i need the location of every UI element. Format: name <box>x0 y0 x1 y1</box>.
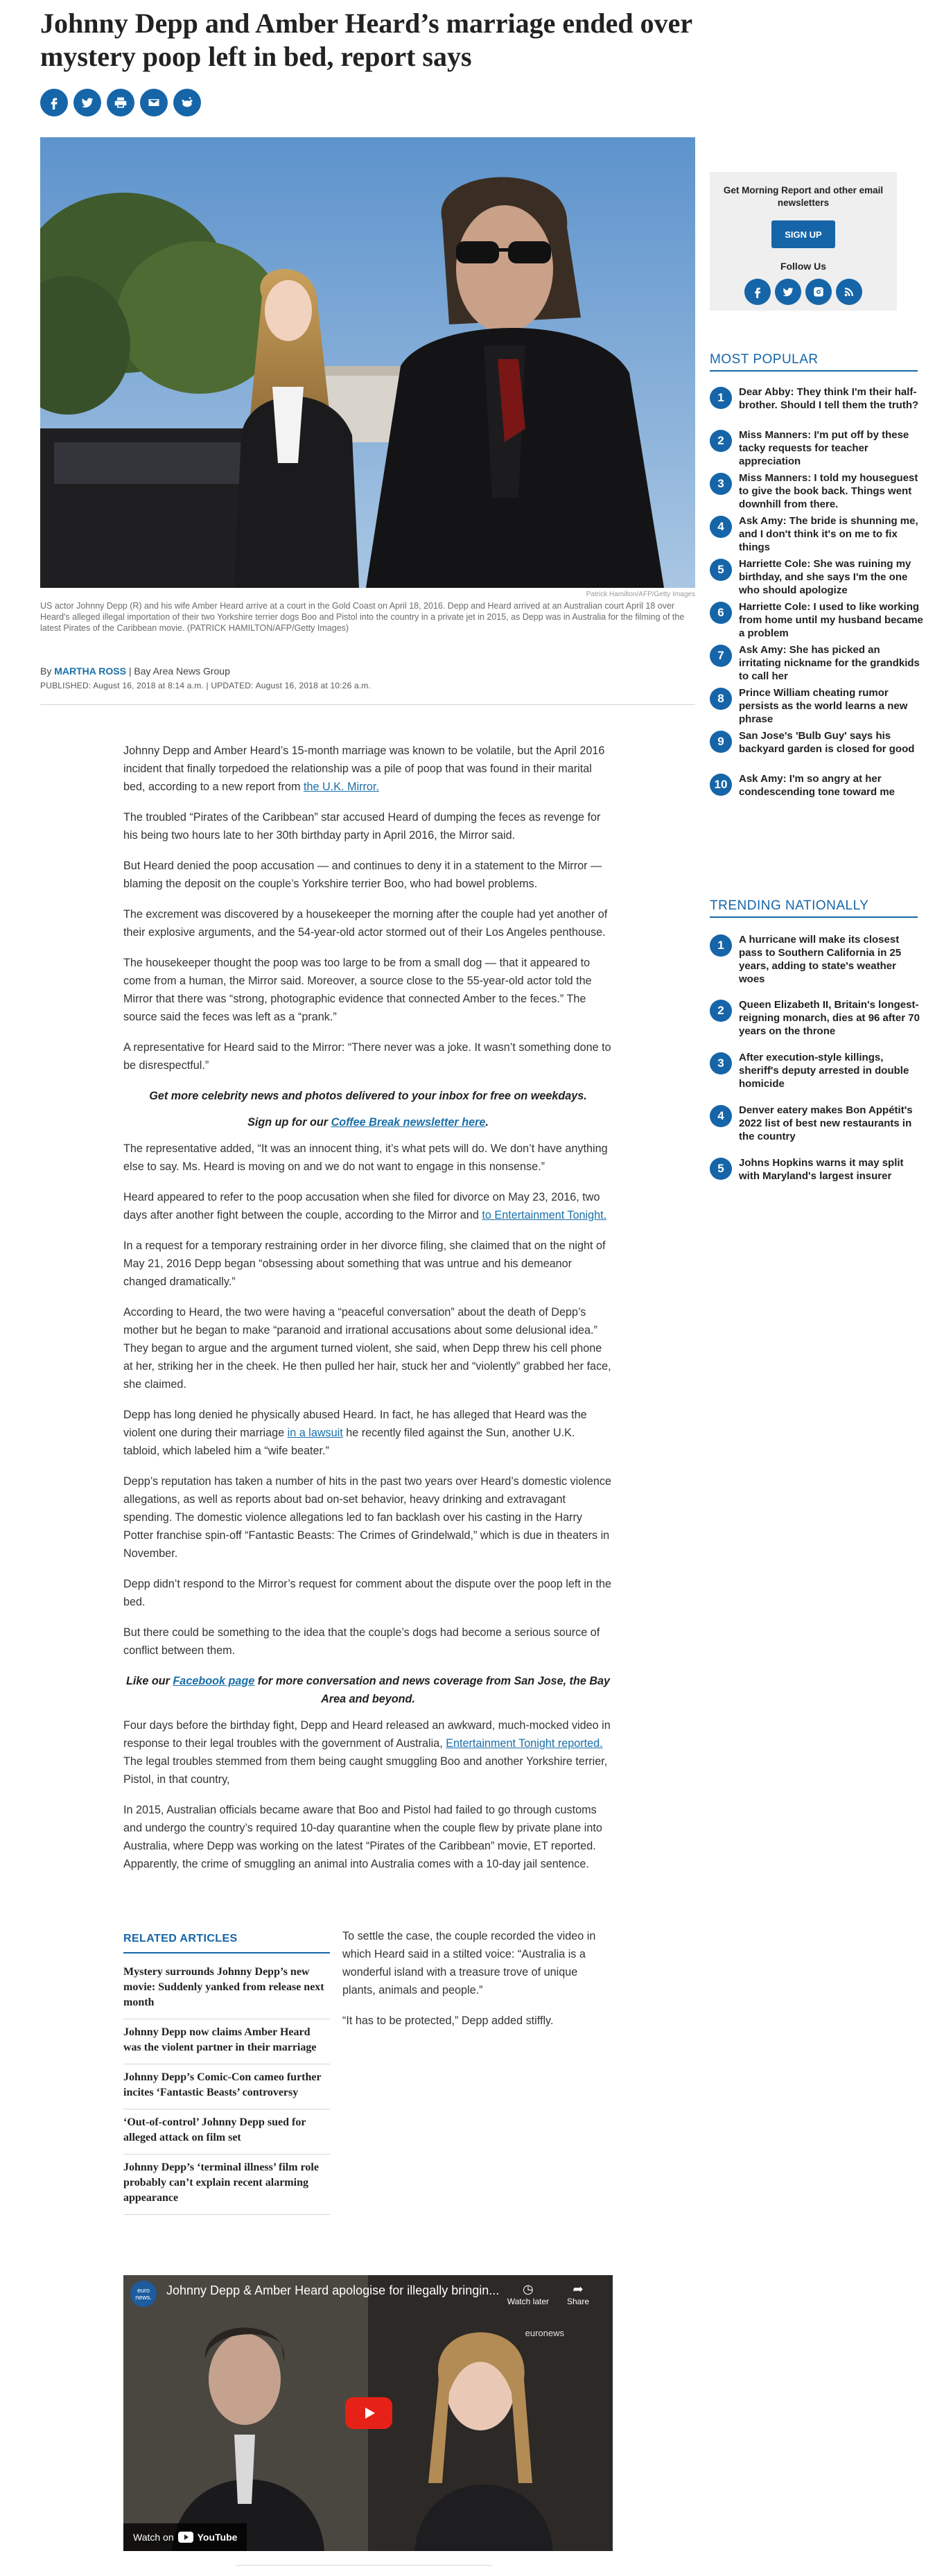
trending-item[interactable] <box>710 1104 925 1149</box>
most-popular-item-label: Prince William cheating rumor persists as the world learns a new phrase <box>739 687 908 725</box>
rank-badge: 3 <box>710 1052 732 1074</box>
facebook-promo <box>123 1672 613 1708</box>
byline-org: | Bay Area News Group <box>128 665 230 677</box>
rank-badge: 4 <box>710 516 732 538</box>
facebook-icon <box>47 96 61 110</box>
rank-badge: 7 <box>710 645 732 667</box>
watch-on-label: Watch on <box>133 2532 174 2543</box>
divider <box>40 704 695 705</box>
dateline: PUBLISHED: August 16, 2018 at 8:14 a.m. | UPDATED: August 16, 2018 at 10:26 a.m. <box>40 681 372 690</box>
trending-item[interactable] <box>710 998 925 1044</box>
paragraph: In 2015, Australian officials became aware that Boo and Pistol had failed to go through customs and undergo the country’s required 10-day quarantine when the couple flew by private plane into Australia, where Depp was working on the latest “Pirates of the Caribbean” movie, ET reported. Apparently, the crime of smuggling an animal into Australia comes with a 10-day jail sentence. <box>123 1804 602 1870</box>
byline-prefix: By <box>40 665 52 677</box>
paragraph: The representative added, “It was an innocent thing, it’s what pets will do. We don’t have anything else to say. Ms. Heard is moving on and we do not want to engage in this nonsense.” <box>123 1142 608 1173</box>
share-bar <box>40 89 201 116</box>
related-article-link[interactable]: Johnny Depp’s ‘terminal illness’ film role probably can’t explain recent alarming appearance <box>123 2155 330 2215</box>
paragraph-text: Heard appeared to refer to the poop accusation when she filed for divorce on May 23, 2016, two days after another fight between the couple, according to the Mirror and <box>123 1191 600 1221</box>
divider <box>123 1952 330 1953</box>
most-popular-heading-text: MOST POPULAR <box>710 352 819 367</box>
most-popular-item-label: San Jose's 'Bulb Guy' says his backyard garden is closed for good <box>739 730 915 755</box>
newsletter-promo: Get more celebrity news and photos delivered to your inbox for free on weekdays. <box>149 1090 587 1102</box>
play-icon <box>360 2405 377 2421</box>
rank-badge: 2 <box>710 1000 732 1022</box>
article-headline: Johnny Depp and Amber Heard’s marriage ended over mystery poop left in bed, report says <box>40 8 692 72</box>
reddit-icon <box>180 96 194 110</box>
most-popular-item[interactable] <box>710 514 925 553</box>
print-icon <box>114 96 128 110</box>
related-articles-heading: RELATED ARTICLES <box>123 1933 238 1944</box>
photo-credit: Patrick Hamilton/AFP/Getty Images <box>586 591 695 598</box>
rank-badge: 5 <box>710 1158 732 1180</box>
rank-badge: 10 <box>710 774 732 796</box>
channel-logo[interactable]: euro news. <box>130 2281 157 2307</box>
byline <box>40 665 230 677</box>
related-article-link[interactable]: Johnny Depp’s Comic-Con cameo further incites ‘Fantastic Beasts’ controversy <box>123 2064 330 2109</box>
rank-badge: 2 <box>710 430 732 452</box>
signup-button[interactable]: SIGN UP <box>771 220 835 248</box>
twitter-icon <box>80 96 94 110</box>
most-popular-item-label: Ask Amy: I'm so angry at her condescending tone toward me <box>739 773 895 798</box>
share-print-button[interactable] <box>107 89 134 116</box>
rss-icon <box>843 286 855 298</box>
most-popular-item[interactable] <box>710 729 925 765</box>
most-popular-item-label: Miss Manners: I told my houseguest to give the book back. Things went downhill from there. <box>739 472 918 510</box>
most-popular-item-label: Ask Amy: She has picked an irritating nickname for the grandkids to call her <box>739 644 920 682</box>
follow-instagram-button[interactable] <box>805 279 832 305</box>
trending-item-label: Queen Elizabeth II, Britain's longest-reigning monarch, dies at 96 after 70 years on the throne <box>739 999 920 1037</box>
follow-twitter-button[interactable] <box>775 279 801 305</box>
rank-badge: 5 <box>710 559 732 581</box>
play-button[interactable] <box>345 2397 392 2429</box>
paragraph-text: he recently filed against the Sun, another U.K. tabloid, which labeled him a “wife beater.” <box>123 1427 575 1457</box>
paragraph <box>123 742 613 796</box>
most-popular-item[interactable] <box>710 643 925 682</box>
most-popular-item[interactable] <box>710 686 925 725</box>
most-popular-item-label: Ask Amy: The bride is shunning me, and I don't think it's on me to fix things <box>739 515 918 553</box>
newsletter-box <box>710 172 897 311</box>
most-popular-list <box>710 385 925 815</box>
video-embed[interactable] <box>123 2275 613 2551</box>
newsletter-signup-promo: Sign up for our Coffee Break newsletter here. <box>247 1116 489 1129</box>
most-popular-item[interactable] <box>710 471 925 510</box>
facebook-icon <box>751 286 764 298</box>
video-share-button[interactable] <box>567 2282 589 2306</box>
trending-item-label: After execution-style killings, sheriff's deputy arrested in double homicide <box>739 1052 909 1090</box>
trending-item[interactable] <box>710 1156 925 1192</box>
trending-item[interactable] <box>710 933 925 991</box>
watch-on-youtube-button[interactable] <box>123 2523 247 2551</box>
video-title[interactable]: Johnny Depp & Amber Heard apologise for illegally bringin... <box>166 2283 500 2297</box>
trending-list <box>710 933 925 1199</box>
most-popular-item[interactable] <box>710 557 925 596</box>
paragraph-text: Depp has long denied he physically abused Heard. In fact, he has alleged that Heard was the violent one during their marriage <box>123 1409 587 1439</box>
email-icon <box>147 96 161 110</box>
paragraph: In a request for a temporary restraining order in her divorce filing, she claimed that on the night of May 21, 2016 Depp began “obsessing about something that was untrue and his demeanor changed dramatically.” <box>123 1239 606 1288</box>
paragraph: Depp didn’t respond to the Mirror’s request for comment about the dispute over the poop left in the bed. <box>123 1578 611 1608</box>
related-article-link[interactable]: Johnny Depp now claims Amber Heard was the violent partner in their marriage <box>123 2019 330 2064</box>
paragraph: The troubled “Pirates of the Caribbean” star accused Heard of dumping the feces as revenge for his being two hours late to her 30th birthday party in April 2016, the Mirror said. <box>123 811 601 842</box>
instagram-icon <box>812 286 825 298</box>
paragraph: A representative for Heard said to the Mirror: “There never was a joke. It wasn’t something done to be disrespectful.” <box>123 1041 611 1072</box>
trending-item-label: Denver eatery makes Bon Appétit's 2022 list of best new restaurants in the country <box>739 1104 913 1142</box>
paragraph: According to Heard, the two were having a “peaceful conversation” about the death of Depp’s mother but he began to make “paranoid and irrational accusations about some delusional idea.” They began to argue and the argument turned violent, she said, when Depp threw his cell phone at her, striking her in the cheek. He then pulled her hair, stuck her and “violently” grabbed her face, she claimed. <box>123 1306 611 1391</box>
twitter-icon <box>782 286 794 298</box>
newsletter-title: Get Morning Report and other email newsletters <box>723 185 884 208</box>
most-popular-item-label: Dear Abby: They think I'm their half-brother. Should I tell them the truth? <box>739 386 919 411</box>
follow-facebook-button[interactable] <box>744 279 771 305</box>
rank-badge: 8 <box>710 688 732 710</box>
article-body <box>123 742 613 1886</box>
paragraph: To settle the case, the couple recorded the video in which Heard said in a stilted voice: “Australia is a wonderful island with a treasure trove of unique plants, animals and people.” <box>342 1930 596 1996</box>
most-popular-item-label: Harriette Cole: She was ruining my birthday, and she says I'm the one who should apologize <box>739 558 911 596</box>
related-article-link[interactable]: Mystery surrounds Johnny Depp’s new movie: Suddenly yanked from release next month <box>123 1959 330 2019</box>
trending-heading <box>710 898 918 918</box>
share-email-button[interactable] <box>140 89 168 116</box>
divider <box>710 916 918 918</box>
rank-badge: 6 <box>710 602 732 624</box>
rank-badge: 1 <box>710 934 732 957</box>
paragraph: The excrement was discovered by a housekeeper the morning after the couple had yet another of their explosive arguments, and the 54-year-old actor stormed out of their Los Angeles penthouse. <box>123 908 608 939</box>
facebook-page-link[interactable]: Facebook page <box>173 1675 255 1687</box>
clock-icon: ◷ <box>523 2282 534 2296</box>
follow-icons <box>710 279 897 305</box>
author-link[interactable]: MARTHA ROSS <box>54 665 126 677</box>
youtube-logo-icon <box>178 2532 193 2543</box>
most-popular-item-label: Harriette Cole: I used to like working from home until my husband became a problem <box>739 601 923 639</box>
trending-item-label: A hurricane will make its closest pass to Southern California in 25 years, adding to state's weather woes <box>739 934 902 985</box>
share-facebook-button[interactable] <box>40 89 68 116</box>
paragraph-text: The legal troubles stemmed from them being caught smuggling Boo and another Yorkshire terrier, Pistol, in that country, <box>123 1755 608 1786</box>
promo-text: Like our <box>125 1675 170 1687</box>
promo-text: for more conversation and news coverage from San Jose, the Bay Area and beyond. <box>257 1675 611 1705</box>
rank-badge: 3 <box>710 473 732 495</box>
promo-text: Sign up for our <box>247 1116 329 1129</box>
divider <box>236 2565 492 2566</box>
paragraph-text: Johnny Depp and Amber Heard’s 15-month marriage was known to be volatile, but the April 2016 incident that finally torpedoed the relationship was a pile of poop that was found in their marital bed, according to a new report from <box>123 745 605 793</box>
paragraph <box>123 1716 613 1789</box>
paragraph <box>123 1188 613 1224</box>
youtube-label: YouTube <box>197 2532 238 2543</box>
trending-item[interactable] <box>710 1051 925 1097</box>
coffee-break-link[interactable]: Coffee Break newsletter here <box>331 1116 486 1129</box>
trending-item-label: Johns Hopkins warns it may split with Maryland's largest insurer <box>739 1157 904 1182</box>
paragraph: Depp’s reputation has taken a number of hits in the past two years over Heard’s domestic violence allegations, as well as reports about bad on-set behavior, heavy drinking and extravagant spending. The domestic violence allegations led to fan backlash over his casting in the Harry Potter franchise spin-off “Fantastic Beasts: The Crimes of Grindelwald,” which is due in theaters in November. <box>123 1475 611 1560</box>
lawsuit-link[interactable]: in a lawsuit <box>287 1427 343 1439</box>
most-popular-item-label: Miss Manners: I'm put off by these tacky requests for teacher appreciation <box>739 429 909 467</box>
video-watermark: euronews <box>525 2328 564 2338</box>
video-share-label: Share <box>566 2297 589 2306</box>
most-popular-item[interactable] <box>710 772 925 808</box>
rank-badge: 9 <box>710 731 732 753</box>
trending-heading-text: TRENDING NATIONALLY <box>710 898 869 913</box>
paragraph: The housekeeper thought the poop was too large to be from a small dog — that it appeared to come from a human, the Mirror said. Moreover, a source close to the 55-year-old actor told the Mirror that there was “strong, photographic evidence that connected Amber to the feces.” The source said the feces was left as a “prank.” <box>123 957 592 1023</box>
paragraph: But Heard denied the poop accusation — and continues to deny it in a statement to the Mirror — blaming the deposit on the couple’s Yorkshire terrier Boo, who had bowel problems. <box>123 860 602 890</box>
photo-caption: US actor Johnny Depp (R) and his wife Amber Heard arrive at a court in the Gold Coast on April 18, 2016. Depp and Heard arrived at an Australian court April 18 over Heard's alleged illegal importation of their two Yorkshire terrier dogs Boo and Pistol into the country in a private jet in 2015, as Depp was in Australia for the filming of the latest Pirates of the Caribbean movie. (PATRICK HAMILTON/AFP/Getty Images) <box>40 601 685 633</box>
hero-photo <box>40 137 695 588</box>
hero-photo-illustration <box>40 137 695 588</box>
paragraph-text: Four days before the birthday fight, Depp and Heard released an awkward, much-mocked video in response to their legal troubles with the government of Australia, <box>123 1719 611 1750</box>
most-popular-item[interactable] <box>710 600 925 639</box>
rank-badge: 4 <box>710 1105 732 1127</box>
related-articles <box>123 1933 330 2215</box>
most-popular-heading <box>710 352 918 372</box>
article-body-continued <box>342 1927 613 2042</box>
most-popular-item[interactable] <box>710 385 925 421</box>
mirror-link[interactable]: the U.K. Mirror. <box>304 781 379 793</box>
follow-us-title: Follow Us <box>780 261 827 272</box>
watch-later-label: Watch later <box>507 2297 549 2306</box>
follow-rss-button[interactable] <box>836 279 862 305</box>
paragraph: But there could be something to the idea that the couple’s dogs had become a serious source of conflict between them. <box>123 1626 600 1657</box>
most-popular-item[interactable] <box>710 428 925 467</box>
watch-later-button[interactable] <box>507 2282 549 2306</box>
et-report-link[interactable]: Entertainment Tonight reported. <box>446 1737 603 1750</box>
related-article-link[interactable]: ‘Out-of-control’ Johnny Depp sued for alleged attack on film set <box>123 2109 330 2155</box>
divider <box>710 370 918 372</box>
share-twitter-button[interactable] <box>73 89 101 116</box>
share-arrow-icon: ➦ <box>573 2282 584 2296</box>
share-reddit-button[interactable] <box>173 89 201 116</box>
paragraph <box>123 1406 613 1460</box>
paragraph: “It has to be protected,” Depp added stiffly. <box>342 2014 554 2027</box>
entertainment-tonight-link[interactable]: to Entertainment Tonight. <box>482 1209 607 1221</box>
rank-badge: 1 <box>710 387 732 409</box>
